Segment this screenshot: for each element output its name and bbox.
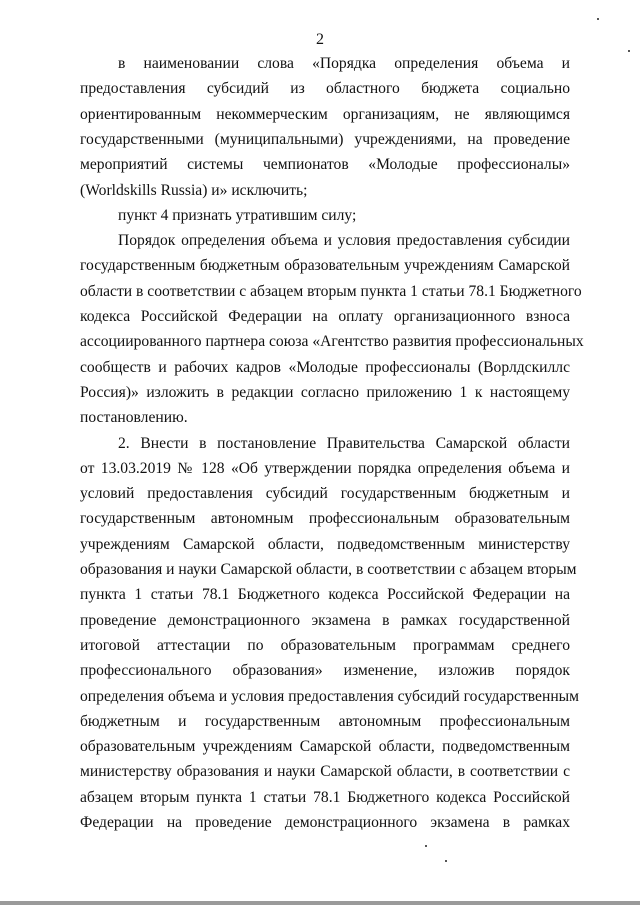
text-line: сообществ и рабочих кадров «Молодые профессионалы (Ворлдскиллс [80,358,570,376]
text-line: (Worldskills Russia) и» исключить; [80,181,308,199]
text-line: абзацем вторым пункта 1 статьи 78.1 Бюджетного кодекса Российской [80,788,570,806]
text-line: ориентированным некоммерческим организациям, не являющимся [80,105,570,123]
text-line: образования и науки Самарской области, в соответствии с абзацем вторым [80,561,577,578]
text-line: области в соответствии с абзацем вторым пункта 1 статьи 78.1 Бюджетного [80,282,582,300]
text-line: в наименовании слова «Порядка определения объема и [118,55,570,72]
text-line: бюджетным и государственным автономным профессиональным [80,712,570,730]
text-line: учреждениям Самарской области, подведомственным министерству [80,535,570,553]
text-line: государственным автономным профессиональным образовательным [80,510,570,528]
text-line: мероприятий системы чемпионатов «Молодые профессионалы» [80,156,570,174]
scan-edge [0,901,640,905]
text-line: итоговой аттестации по образовательным программам среднего [80,636,570,654]
text-line: ассоциированного партнера союза «Агентство развития профессиональных [80,333,584,351]
text-line: от 13.03.2019 № 128 «Об утверждении порядка определения объема и [80,459,570,477]
text-line: кодекса Российской Федерации на оплату организационного взноса [80,308,570,325]
page-number: 2 [316,31,324,48]
text-line: Россия)» изложить в редакции согласно приложению 1 к настоящему [80,383,570,401]
text-line: предоставления субсидий из областного бюджета социально [80,80,570,98]
text-line: государственным бюджетным образовательным учреждениям Самарской [80,257,570,275]
text-line: постановлению. [80,409,188,427]
text-line: пункт 4 признать утратившим силу; [118,206,357,224]
text-line: пункта 1 статьи 78.1 Бюджетного кодекса Российской Федерации на [80,586,570,604]
scan-speck [445,860,447,862]
text-line: 2. Внести в постановление Правительства Самарской области [118,434,570,452]
scan-speck [425,845,427,847]
text-line: проведение демонстрационного экзамена в рамках государственной [80,611,570,629]
text-line: государственными (муниципальными) учреждениями, на проведение [80,130,570,148]
text-line: Порядок определения объема и условия предоставления субсидии [118,232,570,250]
scan-speck [597,18,599,20]
text-line: Федерации на проведение демонстрационного экзамена в рамках [80,814,570,831]
text-line: условий предоставления субсидий государственным бюджетным и [80,485,570,503]
text-line: образовательным учреждениям Самарской области, подведомственным [80,738,570,756]
text-line: министерству образования и науки Самарской области, в соответствии с [80,763,570,781]
text-line: определения объема и условия предоставления субсидий государственным [80,687,580,705]
scan-speck [628,50,630,52]
text-line: профессионального образования» изменение, изложив порядок [80,662,570,680]
